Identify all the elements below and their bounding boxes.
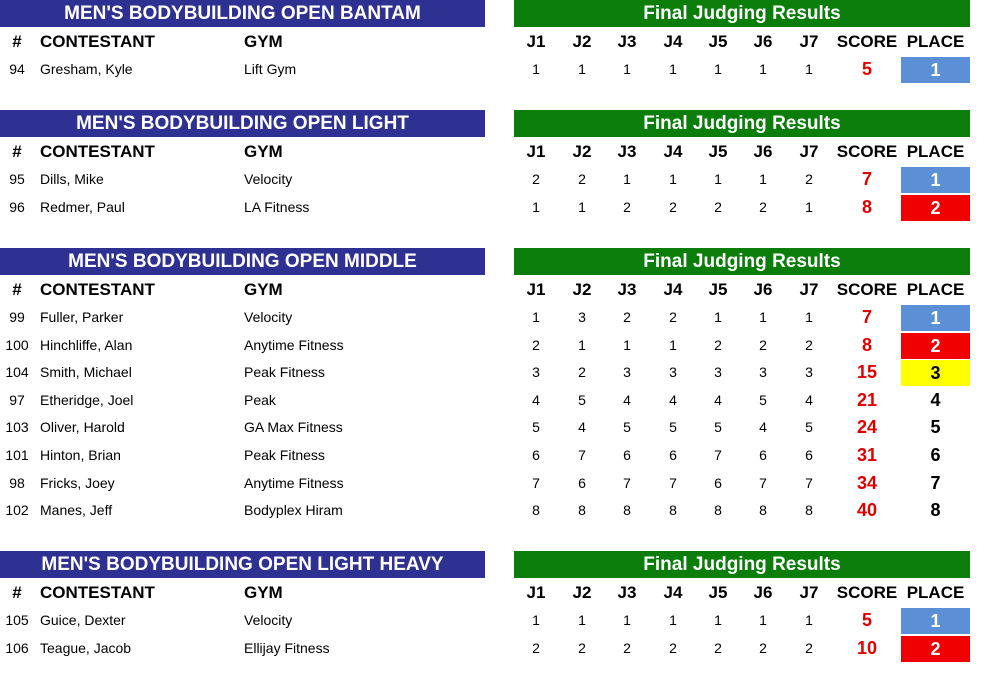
judge-score: 1: [578, 336, 586, 353]
column-header-row: [0, 28, 1000, 55]
contestant-name: Teague, Jacob: [40, 639, 132, 656]
judge-score: 1: [578, 612, 586, 628]
contestant-name: Dills, Mike: [40, 171, 104, 187]
judge-score: 2: [623, 309, 631, 325]
total-score: 10: [856, 637, 878, 658]
table-row: [0, 56, 1000, 83]
judge-score: 2: [759, 198, 767, 215]
header-judge: J5: [708, 583, 728, 602]
table-row: [0, 635, 1000, 662]
contestant-number: 106: [5, 639, 29, 656]
judge-score: 2: [714, 639, 722, 656]
contestant-number: 102: [5, 502, 29, 519]
results-banner: Final Judging Results: [514, 0, 970, 27]
total-score: 8: [861, 334, 872, 355]
header-score: SCORE: [836, 280, 898, 299]
judge-score: 1: [805, 198, 813, 215]
judge-score: 2: [532, 639, 540, 656]
header-judge: J1: [526, 280, 546, 299]
judge-score: 6: [623, 447, 631, 463]
header-judge: J2: [572, 142, 592, 161]
header-judge: J2: [572, 32, 592, 51]
header-number: #: [12, 32, 22, 51]
header-place: PLACE: [906, 280, 965, 299]
header-place: PLACE: [906, 583, 965, 602]
judge-score: 8: [532, 502, 540, 519]
judge-score: 2: [805, 639, 813, 656]
judge-score: 2: [714, 336, 722, 353]
judge-score: 4: [623, 391, 631, 408]
judge-score: 1: [714, 612, 722, 628]
total-score: 7: [861, 307, 872, 327]
judge-score: 3: [805, 364, 813, 381]
contestant-name: Hinchliffe, Alan: [40, 336, 133, 353]
division-title: MEN'S BODYBUILDING OPEN MIDDLE: [0, 248, 485, 275]
judge-score: 7: [759, 474, 767, 491]
contestant-name: Smith, Michael: [40, 364, 132, 381]
contestant-number: 97: [9, 391, 25, 408]
header-score: SCORE: [836, 32, 898, 51]
place-badge: 2: [901, 195, 970, 221]
contestant-gym: Peak Fitness: [244, 364, 325, 381]
judge-score: 1: [578, 198, 586, 215]
division-title: MEN'S BODYBUILDING OPEN BANTAM: [0, 0, 485, 27]
judge-score: 4: [669, 391, 677, 408]
judge-score: 7: [578, 447, 586, 463]
header-judge: J3: [617, 583, 637, 602]
header-judge: J6: [753, 142, 773, 161]
contestant-name: Gresham, Kyle: [40, 61, 133, 77]
judge-score: 1: [623, 612, 631, 628]
division-title: MEN'S BODYBUILDING OPEN LIGHT HEAVY: [0, 551, 485, 578]
judge-score: 1: [532, 198, 540, 215]
contestant-gym: Velocity: [244, 171, 293, 187]
header-judge: J6: [753, 583, 773, 602]
header-judge: J7: [799, 583, 819, 602]
header-judge: J7: [799, 142, 819, 161]
place-badge: 2: [901, 636, 970, 662]
judge-score: 2: [805, 336, 813, 353]
header-place: PLACE: [906, 142, 965, 161]
contestant-gym: Anytime Fitness: [244, 336, 344, 353]
contestant-gym: Ellijay Fitness: [244, 639, 330, 656]
place-badge: 2: [901, 333, 970, 359]
judge-score: 3: [714, 364, 722, 381]
header-number: #: [12, 280, 22, 299]
judge-score: 1: [669, 336, 677, 353]
judge-score: 1: [759, 309, 767, 325]
header-judge: J2: [572, 583, 592, 602]
contestant-gym: Lift Gym: [244, 61, 297, 77]
contestant-number: 105: [5, 612, 29, 628]
header-gym: GYM: [244, 142, 283, 161]
judge-score: 1: [759, 61, 767, 77]
judge-score: 5: [578, 391, 586, 408]
place-badge: 5: [930, 417, 941, 438]
judge-score: 1: [532, 612, 540, 628]
header-judge: J3: [617, 32, 637, 51]
judge-score: 1: [623, 61, 631, 77]
judge-score: 2: [669, 639, 677, 656]
judge-score: 2: [578, 171, 586, 187]
contestant-gym: Velocity: [244, 612, 293, 628]
table-row: [0, 166, 1000, 193]
judge-score: 6: [805, 447, 813, 463]
judge-score: 8: [759, 502, 767, 519]
judge-score: 8: [714, 502, 722, 519]
judge-score: 3: [532, 364, 540, 381]
table-row: [0, 359, 1000, 386]
judge-score: 8: [669, 502, 677, 519]
total-score: 21: [856, 389, 878, 410]
judge-score: 1: [623, 171, 631, 187]
contestant-gym: Anytime Fitness: [244, 474, 344, 491]
judge-score: 1: [759, 171, 767, 187]
contestant-number: 104: [5, 364, 29, 381]
place-badge: 4: [930, 389, 941, 410]
header-contestant: CONTESTANT: [40, 280, 155, 299]
header-gym: GYM: [244, 32, 283, 51]
total-score: 5: [861, 59, 872, 79]
contestant-gym: GA Max Fitness: [244, 419, 343, 436]
judge-score: 2: [669, 198, 677, 215]
header-judge: J4: [663, 583, 683, 602]
contestant-number: 98: [9, 474, 25, 491]
results-banner: Final Judging Results: [514, 248, 970, 275]
contestant-name: Oliver, Harold: [40, 419, 125, 436]
contestant-number: 99: [9, 309, 25, 325]
judge-score: 2: [578, 639, 586, 656]
header-judge: J6: [753, 32, 773, 51]
judge-score: 2: [623, 198, 631, 215]
judge-score: 1: [805, 309, 813, 325]
contestant-name: Hinton, Brian: [40, 447, 121, 463]
header-judge: J7: [799, 32, 819, 51]
judge-score: 2: [532, 336, 540, 353]
table-row: [0, 497, 1000, 524]
contestant-number: 96: [9, 198, 25, 215]
header-gym: GYM: [244, 583, 283, 602]
header-number: #: [12, 142, 22, 161]
judge-score: 2: [623, 639, 631, 656]
header-place: PLACE: [906, 32, 965, 51]
judge-score: 6: [714, 474, 722, 491]
place-badge: 1: [901, 305, 970, 331]
place-badge: 1: [901, 57, 970, 83]
judge-score: 2: [714, 198, 722, 215]
header-judge: J5: [708, 280, 728, 299]
contestant-number: 95: [9, 171, 25, 187]
place-badge: 1: [901, 608, 970, 634]
header-judge: J1: [526, 32, 546, 51]
total-score: 5: [861, 610, 872, 630]
judge-score: 6: [532, 447, 540, 463]
table-row: [0, 304, 1000, 331]
total-score: 34: [856, 472, 878, 493]
judge-score: 3: [578, 309, 586, 325]
judge-score: 3: [623, 364, 631, 381]
judge-score: 5: [714, 419, 722, 436]
judge-score: 1: [669, 612, 677, 628]
place-badge: 7: [930, 472, 941, 493]
judge-score: 2: [669, 309, 677, 325]
judge-score: 1: [805, 612, 813, 628]
contestant-gym: Bodyplex Hiram: [244, 502, 343, 519]
column-header-row: [0, 276, 1000, 303]
judge-score: 1: [532, 61, 540, 77]
contestant-name: Redmer, Paul: [40, 198, 125, 215]
table-row: [0, 607, 1000, 634]
judge-score: 1: [623, 336, 631, 353]
judge-score: 6: [759, 447, 767, 463]
judge-score: 4: [532, 391, 540, 408]
judge-score: 5: [759, 391, 767, 408]
judge-score: 7: [623, 474, 631, 491]
contestant-number: 100: [5, 336, 29, 353]
total-score: 15: [856, 362, 878, 383]
header-judge: J2: [572, 280, 592, 299]
contestant-gym: Velocity: [244, 309, 293, 325]
judge-score: 7: [532, 474, 540, 491]
table-row: [0, 387, 1000, 414]
header-contestant: CONTESTANT: [40, 142, 155, 161]
judge-score: 2: [805, 171, 813, 187]
header-judge: J4: [663, 280, 683, 299]
column-header-row: [0, 579, 1000, 606]
judge-score: 3: [669, 364, 677, 381]
header-judge: J1: [526, 583, 546, 602]
judge-score: 1: [532, 309, 540, 325]
judge-score: 6: [578, 474, 586, 491]
header-judge: J4: [663, 32, 683, 51]
judge-score: 8: [578, 502, 586, 519]
judge-score: 2: [759, 639, 767, 656]
judge-score: 1: [805, 61, 813, 77]
contestant-name: Fricks, Joey: [40, 474, 115, 491]
judge-score: 3: [759, 364, 767, 381]
column-header-row: [0, 138, 1000, 165]
table-row: [0, 442, 1000, 469]
contestant-name: Manes, Jeff: [40, 502, 113, 519]
judge-score: 4: [578, 419, 586, 436]
total-score: 7: [861, 169, 872, 189]
header-judge: J1: [526, 142, 546, 161]
table-row: [0, 332, 1000, 359]
header-judge: J5: [708, 32, 728, 51]
judge-score: 4: [759, 419, 767, 436]
contestant-name: Fuller, Parker: [40, 309, 124, 325]
header-score: SCORE: [836, 583, 898, 602]
judge-score: 1: [759, 612, 767, 628]
place-badge: 3: [901, 360, 970, 386]
header-judge: J6: [753, 280, 773, 299]
place-badge: 6: [930, 445, 941, 465]
header-number: #: [12, 583, 22, 602]
contestant-number: 94: [9, 61, 25, 77]
results-banner: Final Judging Results: [514, 551, 970, 578]
contestant-number: 101: [5, 447, 29, 463]
judge-score: 1: [578, 61, 586, 77]
judge-score: 8: [805, 502, 813, 519]
table-row: [0, 194, 1000, 221]
total-score: 8: [861, 196, 872, 217]
judge-score: 2: [532, 171, 540, 187]
contestant-gym: Peak: [244, 391, 276, 408]
header-contestant: CONTESTANT: [40, 32, 155, 51]
header-score: SCORE: [836, 142, 898, 161]
judge-score: 7: [714, 447, 722, 463]
judge-score: 5: [623, 419, 631, 436]
judge-score: 1: [714, 61, 722, 77]
header-judge: J5: [708, 142, 728, 161]
header-judge: J4: [663, 142, 683, 161]
contestant-gym: Peak Fitness: [244, 447, 325, 463]
header-judge: J3: [617, 142, 637, 161]
total-score: 40: [856, 500, 878, 521]
contestant-number: 103: [5, 419, 29, 436]
header-judge: J3: [617, 280, 637, 299]
judge-score: 5: [669, 419, 677, 436]
judge-score: 4: [714, 391, 722, 408]
contestant-gym: LA Fitness: [244, 198, 310, 215]
header-gym: GYM: [244, 280, 283, 299]
judge-score: 5: [532, 419, 540, 436]
total-score: 31: [856, 445, 878, 465]
judge-score: 7: [669, 474, 677, 491]
judge-score: 7: [805, 474, 813, 491]
judge-score: 1: [669, 171, 677, 187]
header-judge: J7: [799, 280, 819, 299]
contestant-name: Guice, Dexter: [40, 612, 126, 628]
judge-score: 8: [623, 502, 631, 519]
total-score: 24: [856, 417, 878, 438]
judge-score: 2: [578, 364, 586, 381]
judge-score: 1: [669, 61, 677, 77]
place-badge: 8: [930, 500, 941, 521]
results-banner: Final Judging Results: [514, 110, 970, 137]
judge-score: 2: [759, 336, 767, 353]
table-row: [0, 470, 1000, 497]
judge-score: 1: [714, 171, 722, 187]
judge-score: 1: [714, 309, 722, 325]
header-contestant: CONTESTANT: [40, 583, 155, 602]
judge-score: 5: [805, 419, 813, 436]
judge-score: 4: [805, 391, 813, 408]
table-row: [0, 414, 1000, 441]
judge-score: 6: [669, 447, 677, 463]
contestant-name: Etheridge, Joel: [40, 391, 134, 408]
division-title: MEN'S BODYBUILDING OPEN LIGHT: [0, 110, 485, 137]
place-badge: 1: [901, 167, 970, 193]
